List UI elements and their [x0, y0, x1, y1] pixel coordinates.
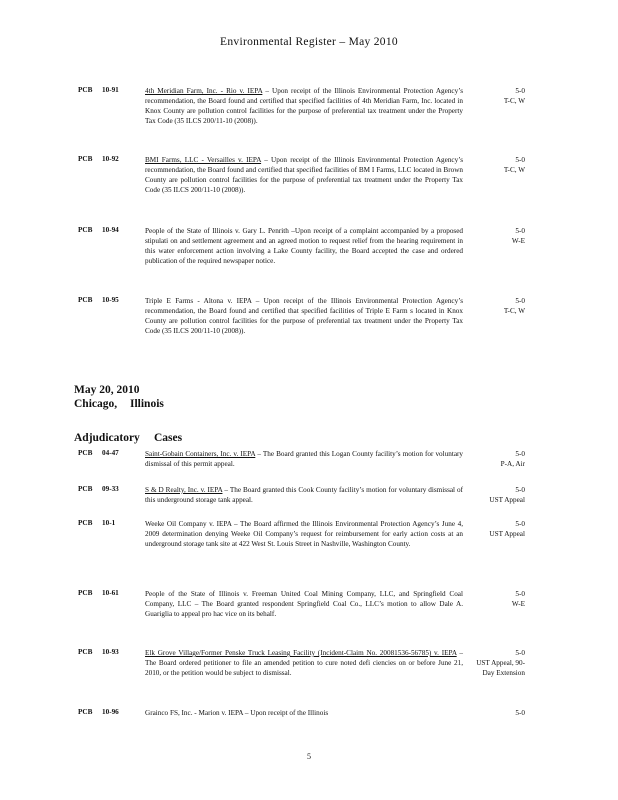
case-type: T-C, W — [503, 307, 525, 315]
vote-info — [465, 648, 525, 678]
docket-number: 04-47 — [102, 449, 119, 457]
vote-info — [512, 226, 525, 246]
case-text: People of the State of Illinois v. Freeman United Coal Mining Company, LLC, and Springfield Coal Company, LLC – The Board granted respondent Springfield Coal Co., LLC’s motion to allow Dale A. Guariglia to appeal pro hac vice on its behalf. — [145, 590, 463, 618]
section-subheading: Cases — [154, 432, 183, 444]
meeting-state: Illinois — [130, 398, 164, 410]
case-type: UST Appeal — [489, 530, 525, 538]
docket-prefix: PCB — [78, 708, 93, 716]
case-text: Weeke Oil Company v. IEPA – The Board affirmed the Illinois Environmental Protection Agency’s June 4, 2009 determination denying Weeke Oil Company’s request for reimbursement for early action costs at an underground storage tank site at 422 West St. Louis Street in Nashville, Washington County. — [145, 520, 463, 548]
case-description — [145, 226, 463, 266]
docket-number: 09-33 — [102, 485, 119, 493]
vote-count: 5-0 — [515, 709, 525, 717]
vote-count: 5-0 — [515, 297, 525, 305]
case-text: Grainco FS, Inc. - Marion v. IEPA – Upon receipt of the Illinois — [145, 709, 329, 717]
case-type: UST Appeal — [489, 496, 525, 504]
case-text: People of the State of Illinois v. Gary L. Penrith –Upon receipt of a complaint accompanied by a proposed stipulati on and settlement agreement and an agreed motion to request relief from the hearing requirement in this water enforcement action involving a Lake County facility, the Board accepted the case and ordered publication of the required newspaper notice. — [145, 227, 463, 265]
vote-info — [501, 449, 525, 469]
vote-count: 5-0 — [515, 227, 525, 235]
docket-number: 10-91 — [102, 86, 119, 94]
case-type: W-E — [511, 237, 525, 245]
case-type: W-E — [511, 600, 525, 608]
case-text: – Upon receipt of the Illinois Environmental Protection Agency’s recommendation, the Board found and certified that specified facilities of BM I Farms, LLC located in Brown County are pollution control facilities for the purpose of preferential tax treatment under the Property Tax Code (35 ILCS 200/11-10 (2008)). — [145, 156, 463, 194]
docket-prefix: PCB — [78, 589, 93, 597]
vote-count: 5-0 — [515, 590, 525, 598]
vote-count: 5-0 — [515, 520, 525, 528]
case-description — [145, 449, 463, 469]
vote-info — [515, 708, 525, 718]
case-text: – The Board granted this Cook County facility’s motion for voluntary dismissal of this underground storage tank appeal. — [145, 486, 463, 504]
vote-info — [504, 86, 525, 106]
vote-count: 5-0 — [515, 649, 525, 657]
vote-count: 5-0 — [515, 486, 525, 494]
section-heading: Adjudicatory — [74, 432, 140, 444]
vote-info — [512, 589, 525, 609]
case-description — [145, 296, 463, 336]
case-description — [145, 648, 463, 678]
case-type: T-C, W — [503, 97, 525, 105]
vote-info — [504, 296, 525, 316]
case-text: – Upon receipt of the Illinois Environmental Protection Agency’s recommendation, the Board found and certified that specified facilities of 4th Meridian Farm, Inc. located in Knox County are pollution control facilities for the purpose of preferential tax treatment under the Property Tax Code (35 ILCS 200/11-10 (2008)). — [145, 87, 463, 125]
case-description — [145, 708, 463, 718]
docket-prefix: PCB — [78, 86, 93, 94]
docket-prefix: PCB — [78, 296, 93, 304]
case-type: T-C, W — [503, 166, 525, 174]
docket-prefix: PCB — [78, 648, 93, 656]
docket-prefix: PCB — [78, 519, 93, 527]
case-description — [145, 155, 463, 195]
case-text: – The Board granted this Logan County facility’s motion for voluntary dismissal of this permit appeal. — [145, 450, 464, 468]
docket-number: 10-1 — [102, 519, 116, 527]
meeting-date: May 20, 2010 — [74, 384, 140, 396]
case-type: UST Appeal, 90-Day Extension — [476, 659, 525, 677]
case-description — [145, 519, 463, 549]
vote-info — [504, 155, 525, 175]
case-link[interactable]: Saint-Gobain Containers, Inc. v. IEPA — [145, 450, 256, 458]
page-number: 5 — [307, 752, 311, 761]
docket-number: 10-94 — [102, 226, 119, 234]
docket-prefix: PCB — [78, 449, 93, 457]
docket-number: 10-95 — [102, 296, 119, 304]
case-link[interactable]: 4th Meridian Farm, Inc. - Rio v. IEPA — [145, 87, 263, 95]
meeting-city: Chicago, — [74, 398, 118, 410]
docket-number: 10-61 — [102, 589, 119, 597]
case-text: – The Board ordered petitioner to file an amended petition to cure noted defi ciencies on or before June 21, 2010, or the petition would be subject to dismissal. — [145, 649, 464, 677]
case-description — [145, 86, 463, 126]
docket-number: 10-92 — [102, 155, 119, 163]
case-description — [145, 485, 463, 505]
page-header: Environmental Register – May 2010 — [220, 36, 398, 48]
case-text: Triple E Farms - Altona v. IEPA – Upon receipt of the Illinois Environmental Protection Agency’s recommendation, the Board found and certified that specified facilities of Triple E Farm s located in Knox County are pollution control facilities for the purpose of preferential tax treatment under the Property Tax Code (35 ILCS 200/11-10 (2008)). — [145, 297, 463, 335]
vote-count: 5-0 — [515, 156, 525, 164]
vote-count: 5-0 — [515, 87, 525, 95]
docket-prefix: PCB — [78, 485, 93, 493]
docket-number: 10-93 — [102, 648, 119, 656]
vote-info — [489, 519, 525, 539]
vote-info — [489, 485, 525, 505]
case-link[interactable]: Elk Grove Village/Former Penske Truck Leasing Facility (Incident-Claim No. 20081536-56785) v. IEPA — [145, 649, 457, 657]
docket-prefix: PCB — [78, 226, 93, 234]
case-link[interactable]: BMI Farms, LLC - Versailles v. IEPA — [145, 156, 262, 164]
case-link[interactable]: S & D Realty, Inc. v. IEPA — [145, 486, 223, 494]
vote-count: 5-0 — [515, 450, 525, 458]
docket-number: 10-96 — [102, 708, 119, 716]
case-description — [145, 589, 463, 619]
case-type: P-A, Air — [500, 460, 525, 468]
docket-prefix: PCB — [78, 155, 93, 163]
